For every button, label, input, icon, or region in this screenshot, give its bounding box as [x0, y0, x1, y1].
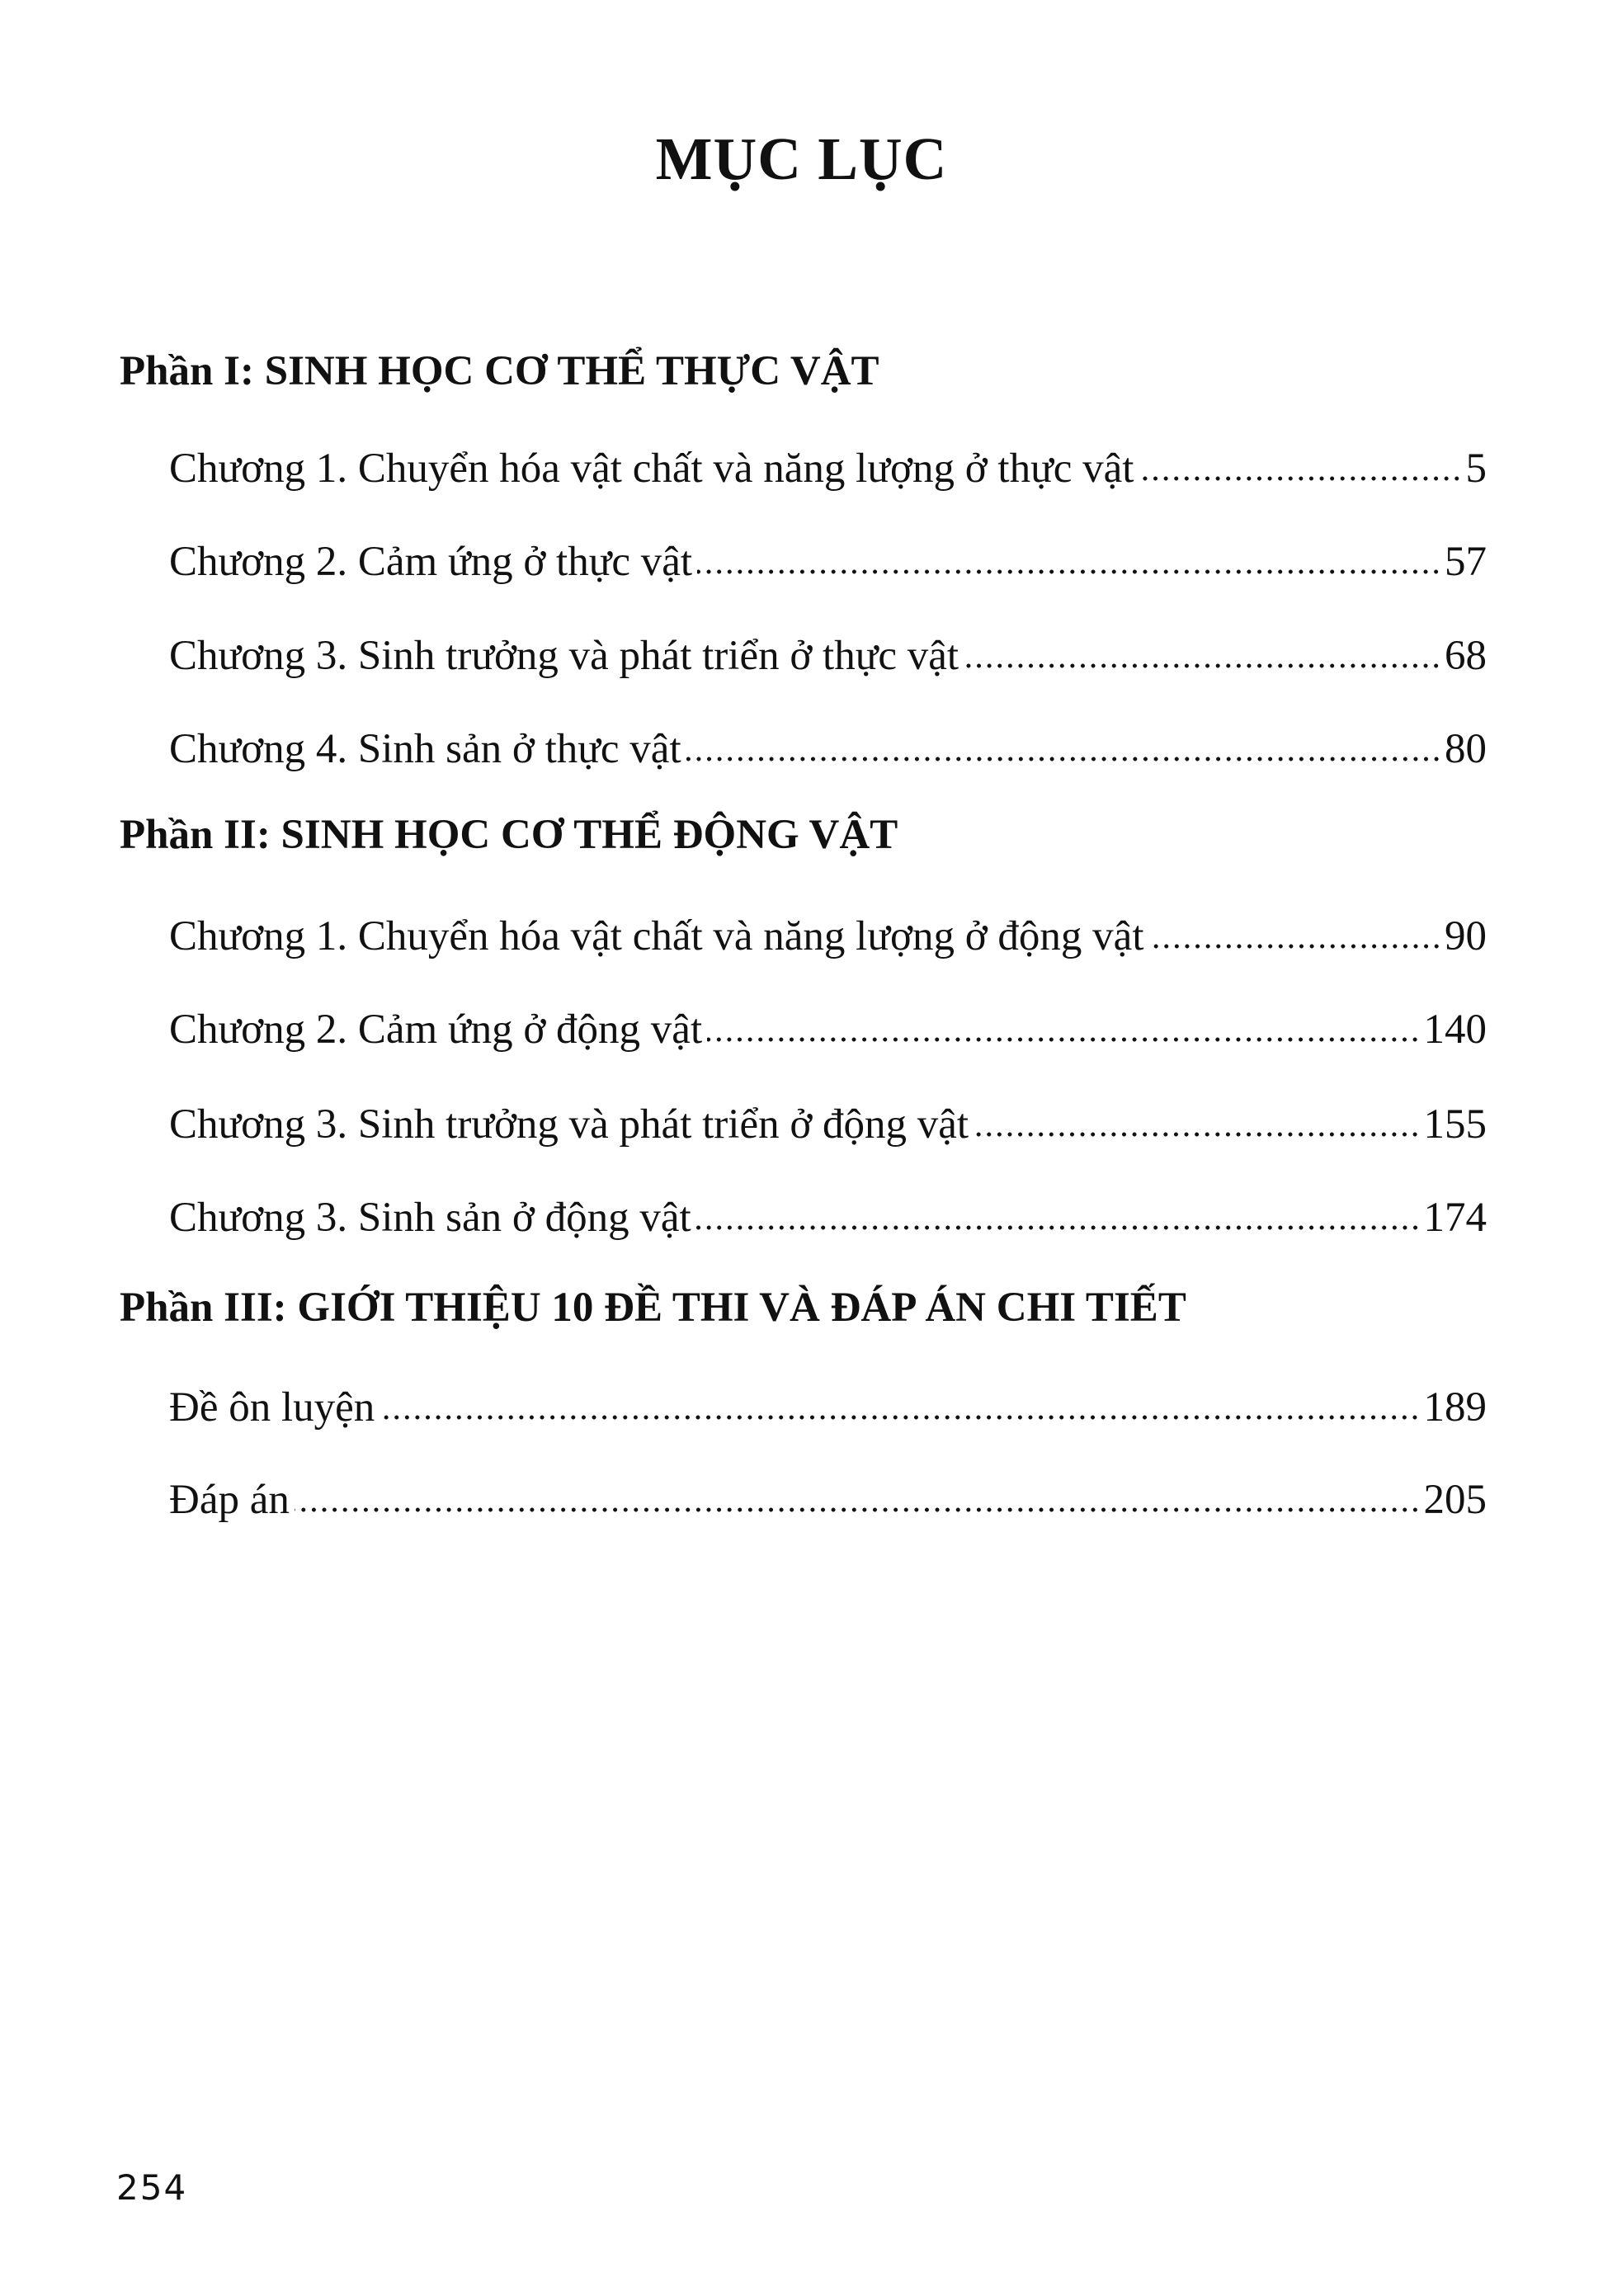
dot-leader [696, 1225, 1421, 1230]
toc-entry[interactable] [169, 1381, 1487, 1434]
toc-entry-label: Chương 3. Sinh trưởng và phát triển ở động vật [169, 1101, 969, 1148]
dot-leader [697, 569, 1441, 574]
toc-entry-page: 155 [1423, 1101, 1487, 1148]
part-heading: Phần II: SINH HỌC CƠ THỂ ĐỘNG VẬT [120, 812, 898, 858]
toc-entry-label: Chương 1. Chuyển hóa vật chất và năng lượng ở động vật [169, 913, 1144, 959]
toc-entry[interactable] [169, 1473, 1487, 1526]
dot-leader [1139, 476, 1462, 481]
toc-entry-page: 189 [1423, 1384, 1487, 1431]
page-title: MỤC LỤC [655, 125, 948, 192]
toc-entry-page: 174 [1423, 1195, 1487, 1241]
toc-entry-label: Đề ôn luyện [169, 1384, 375, 1431]
toc-entry[interactable] [169, 1003, 1487, 1056]
part-heading: Phần III: GIỚI THIỆU 10 ĐỀ THI VÀ ĐÁP ÁN CHI TIẾT [120, 1285, 1186, 1331]
toc-entry[interactable] [169, 535, 1487, 588]
toc-entry-page: 80 [1445, 726, 1487, 772]
toc-entry-label: Chương 3. Sinh sản ở động vật [169, 1195, 691, 1241]
toc-entry-page: 57 [1445, 539, 1487, 585]
part-heading: Phần I: SINH HỌC CƠ THỂ THỰC VẬT [120, 348, 879, 394]
dot-leader [380, 1415, 1420, 1420]
toc-entry[interactable] [169, 723, 1487, 776]
toc-entry-page: 205 [1423, 1477, 1487, 1523]
dot-leader [686, 757, 1441, 761]
toc-entry-label: Chương 2. Cảm ứng ở thực vật [169, 539, 693, 585]
dot-leader [974, 1132, 1420, 1137]
toc-entry[interactable] [169, 629, 1487, 682]
toc-entry[interactable] [169, 1191, 1487, 1244]
dot-leader [964, 663, 1441, 668]
toc-entry[interactable] [169, 910, 1487, 963]
dot-leader [295, 1507, 1421, 1512]
toc-entry[interactable] [169, 1098, 1487, 1151]
toc-entry-page: 5 [1465, 446, 1487, 492]
toc-entry-label: Chương 2. Cảm ứng ở động vật [169, 1007, 703, 1053]
toc-entry-label: Đáp án [169, 1477, 290, 1523]
page-number: 254 [116, 2167, 188, 2208]
toc-entry-label: Chương 4. Sinh sản ở thực vật [169, 726, 681, 772]
toc-entry-page: 90 [1445, 913, 1487, 959]
toc-entry-label: Chương 3. Sinh trưởng và phát triển ở thực vật [169, 633, 959, 679]
dot-leader [1149, 944, 1442, 949]
toc-entry-page: 140 [1423, 1007, 1487, 1053]
toc-entry-label: Chương 1. Chuyển hóa vật chất và năng lượng ở thực vật [169, 446, 1134, 492]
toc-entry[interactable] [169, 442, 1487, 495]
dot-leader [707, 1037, 1420, 1042]
toc-entry-page: 68 [1445, 633, 1487, 679]
